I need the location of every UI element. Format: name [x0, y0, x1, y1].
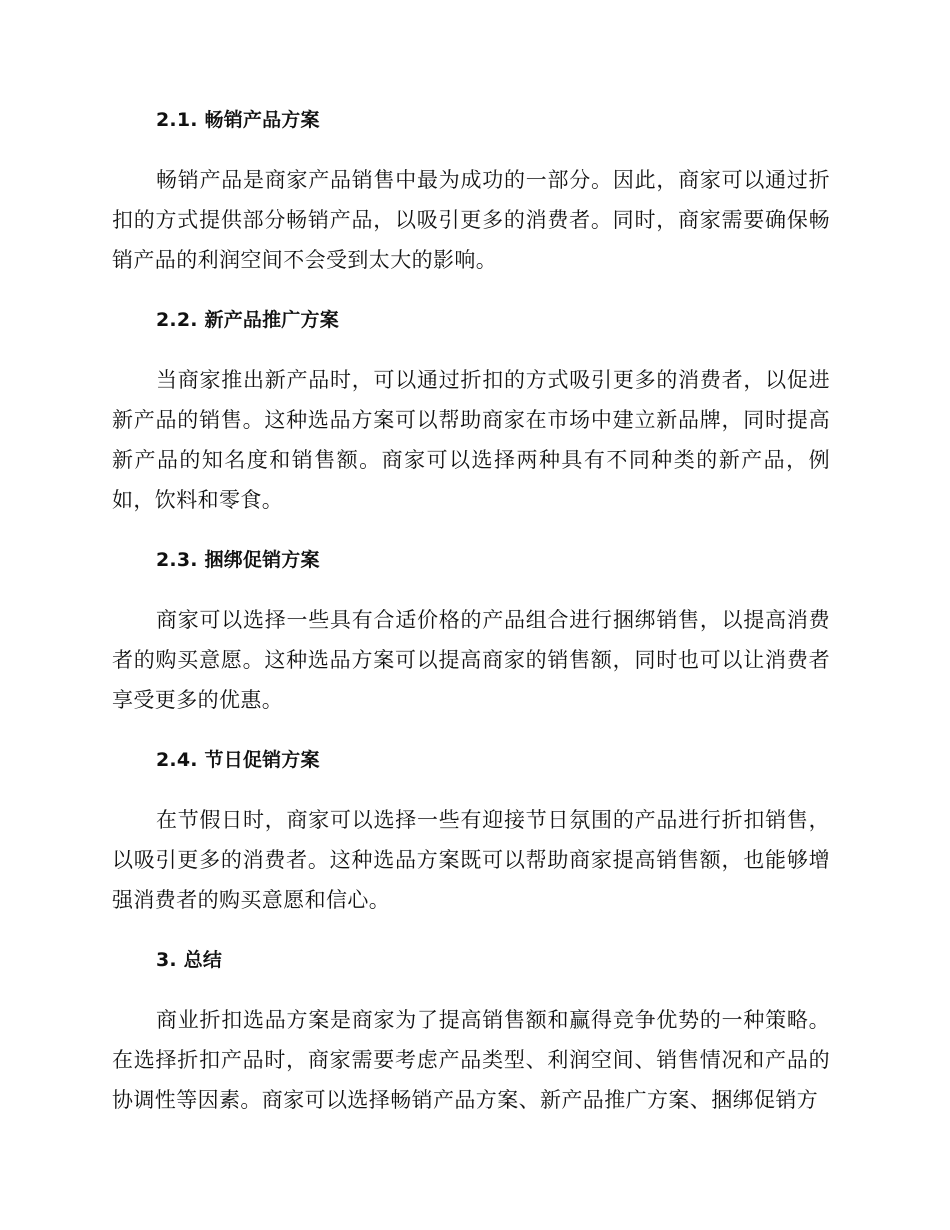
section-heading-2-1: 2.1. 畅销产品方案 — [156, 109, 320, 131]
section-paragraph-2-4: 在节假日时，商家可以选择一些有迎接节日氛围的产品进行折扣销售，以吸引更多的消费者。这种选品方案既可以帮助商家提高销售额，也能够增强消费者的购买意愿和信心。 — [112, 808, 830, 912]
document-content — [112, 106, 830, 1120]
section-heading-2-2: 2.2. 新产品推广方案 — [156, 309, 339, 331]
section-paragraph-2-2: 当商家推出新产品时，可以通过折扣的方式吸引更多的消费者，以促进新产品的销售。这种选品方案可以帮助商家在市场中建立新品牌，同时提高新产品的知名度和销售额。商家可以选择两种具有不同种类的新产品，例如，饮料和零食。 — [112, 368, 830, 512]
section-heading-3: 3. 总结 — [156, 949, 223, 971]
section-paragraph-2-3: 商家可以选择一些具有合适价格的产品组合进行捆绑销售，以提高消费者的购买意愿。这种选品方案可以提高商家的销售额，同时也可以让消费者享受更多的优惠。 — [112, 608, 830, 712]
section-heading-2-4: 2.4. 节日促销方案 — [156, 749, 320, 771]
section-heading-2-3: 2.3. 捆绑促销方案 — [156, 549, 320, 571]
section-paragraph-2-1: 畅销产品是商家产品销售中最为成功的一部分。因此，商家可以通过折扣的方式提供部分畅销产品，以吸引更多的消费者。同时，商家需要确保畅销产品的利润空间不会受到太大的影响。 — [112, 168, 830, 272]
section-paragraph-3: 商业折扣选品方案是商家为了提高销售额和赢得竞争优势的一种策略。在选择折扣产品时，商家需要考虑产品类型、利润空间、销售情况和产品的协调性等因素。商家可以选择畅销产品方案、新产品推广方案、捆绑促销方 — [112, 1008, 830, 1112]
